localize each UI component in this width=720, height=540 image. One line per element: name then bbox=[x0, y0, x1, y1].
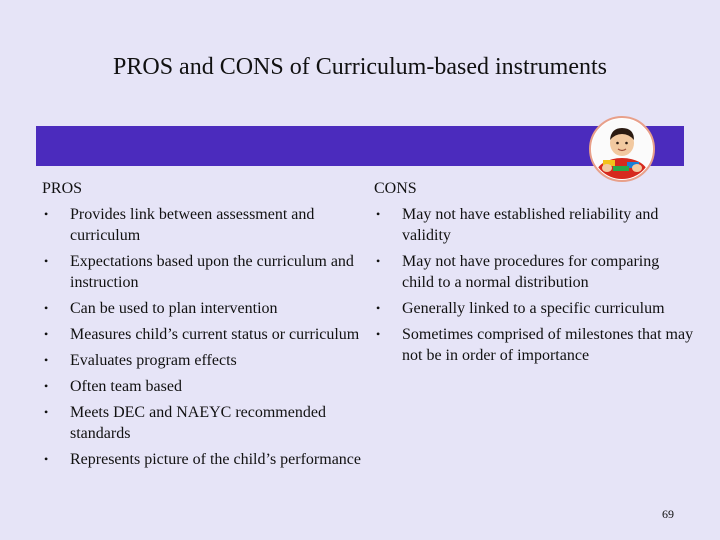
slide-title: PROS and CONS of Curriculum-based instruments bbox=[113, 54, 607, 80]
list-item bbox=[42, 204, 362, 246]
pros-list bbox=[42, 204, 362, 470]
page-number: 69 bbox=[662, 507, 674, 521]
list-item bbox=[42, 449, 362, 470]
bullet: • bbox=[44, 327, 49, 341]
list-item bbox=[374, 298, 694, 319]
list-item-text: Evaluates program effects bbox=[70, 352, 237, 369]
bullet: • bbox=[44, 301, 49, 315]
list-item-text: Expectations based upon the curriculum and instruction bbox=[70, 253, 354, 291]
list-item bbox=[42, 324, 362, 345]
list-item-text: Sometimes comprised of milestones that may not be in order of importance bbox=[402, 326, 694, 364]
bullet: • bbox=[44, 405, 49, 419]
pros-heading: PROS bbox=[42, 180, 83, 197]
bullet: • bbox=[44, 379, 49, 393]
list-item-text: May not have established reliability and validity bbox=[402, 206, 659, 244]
list-item-text: May not have procedures for comparing child to a normal distribution bbox=[402, 253, 660, 291]
bullet: • bbox=[44, 353, 49, 367]
list-item-text: Generally linked to a specific curriculum bbox=[402, 300, 665, 317]
bullet: • bbox=[376, 254, 381, 268]
bullet: • bbox=[376, 301, 381, 315]
list-item bbox=[42, 298, 362, 319]
list-item bbox=[42, 350, 362, 371]
cons-list bbox=[374, 204, 694, 366]
child-photo bbox=[589, 116, 655, 182]
header-band bbox=[36, 126, 684, 166]
bullet: • bbox=[44, 207, 49, 221]
list-item-text: Meets DEC and NAEYC recommended standards bbox=[70, 404, 326, 442]
cons-heading: CONS bbox=[374, 180, 417, 197]
list-item-text: Represents picture of the child’s performance bbox=[70, 451, 361, 468]
list-item bbox=[42, 402, 362, 444]
list-item-text: Can be used to plan intervention bbox=[70, 300, 278, 317]
list-item bbox=[374, 204, 694, 246]
list-item bbox=[42, 376, 362, 397]
bullet: • bbox=[376, 327, 381, 341]
list-item-text: Measures child’s current status or curriculum bbox=[70, 326, 360, 343]
list-item bbox=[42, 251, 362, 293]
list-item-text: Provides link between assessment and curriculum bbox=[70, 206, 315, 244]
bullet: • bbox=[44, 254, 49, 268]
list-item bbox=[374, 251, 694, 293]
cons-column bbox=[374, 178, 694, 371]
bullet: • bbox=[376, 207, 381, 221]
pros-column bbox=[42, 178, 362, 475]
list-item-text: Often team based bbox=[70, 378, 182, 395]
list-item bbox=[374, 324, 694, 366]
bullet: • bbox=[44, 452, 49, 466]
